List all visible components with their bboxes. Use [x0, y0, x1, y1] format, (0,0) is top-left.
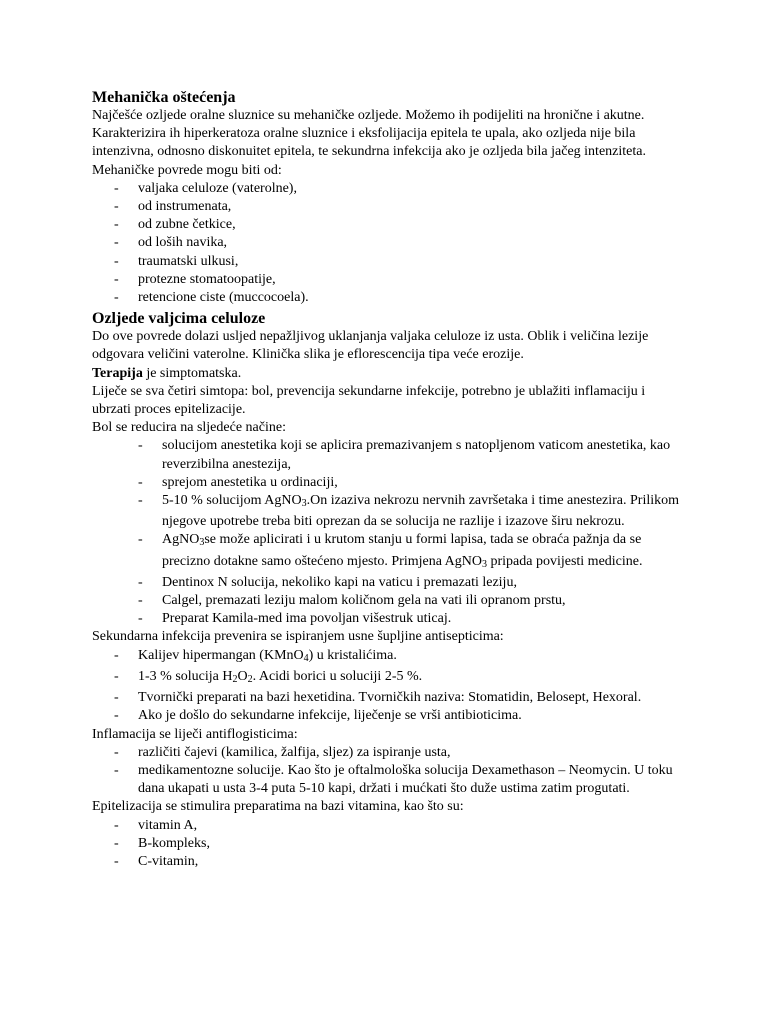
- bullet-dash: -: [114, 817, 119, 833]
- terapija-bold: Terapija: [92, 365, 143, 381]
- bol-list: [92, 437, 684, 628]
- bullet-dash: -: [114, 180, 119, 196]
- list-item-text: Dentinox N solucija, nekoliko kapi na vaticu i premazati leziju,: [162, 574, 517, 590]
- text-fragment: Kalijev hipermangan (KMnO: [138, 647, 304, 663]
- list-item-text: Calgel, premazati leziju malom količnom gela na vati ili opranom prstu,: [162, 593, 566, 609]
- bullet-dash: -: [138, 532, 143, 548]
- list-item-text: medikamentozne solucije. Kao što je oftalmološka solucija Dexamethason – Neomycin. U toku dana ukapati u usta 3-4 puta 5-10 kapi, držati i mućkati što duže ustima zatim progutati.: [138, 762, 673, 797]
- valjci-paragraph: Do ove povrede dolazi usljed nepažljivog uklanjanja valjaka celuloze iz usta. Oblik i veličina lezije odgovara veličini vaterolne. Klinička slika je eflorescencija tipa veće erozije.: [92, 329, 649, 363]
- list-item-text: protezne stomatoopatije,: [138, 271, 276, 287]
- text-fragment: O: [237, 668, 248, 684]
- list-item: [114, 198, 684, 216]
- bullet-dash: -: [114, 690, 119, 706]
- list-item: [114, 234, 684, 252]
- terapija-text: je simptomatska.: [142, 365, 242, 381]
- epitelizacija-intro: Epitelizacija se stimulira preparatima na bazi vitamina, kao što su:: [92, 799, 464, 815]
- list-item: [114, 744, 684, 762]
- infekcija-intro: Sekundarna infekcija prevenira se ispiranjem usne šupljine antisepticima:: [92, 629, 504, 645]
- bullet-dash: -: [114, 217, 119, 233]
- bullet-dash: -: [114, 708, 119, 724]
- bullet-dash: -: [114, 235, 119, 251]
- list-item-text: Ako je došlo do sekundarne infekcije, liječenje se vrši antibioticima.: [138, 708, 522, 724]
- antiseptici-list: [92, 647, 684, 726]
- list-item: [114, 289, 684, 307]
- text-fragment: .On izaziva nekrozu nervnih završetaka i time anestezira. Prilikom njegove upotrebe treba biti oprezan da se solucija ne razlije i izazove širu nekrozu.: [162, 493, 680, 530]
- list-item-text: solucijom anestetika koji se aplicira premazivanjem s natopljenom vaticom anestetika, kao reverzibilna anestezija,: [162, 438, 671, 472]
- bol-intro: Bol se reducira na sljedeće načine:: [92, 420, 286, 436]
- subscript: 3: [481, 558, 487, 570]
- list-item-text: B-kompleks,: [138, 835, 210, 851]
- list-item: [138, 474, 684, 492]
- list-item: [114, 647, 684, 668]
- text-fragment: pripada povijesti medicine.: [486, 553, 643, 569]
- list-item: [114, 271, 684, 289]
- list-item: [138, 437, 684, 473]
- list-item: [114, 853, 684, 871]
- bullet-dash: -: [114, 762, 119, 778]
- text-fragment: . Acidi borici u soluciji 2-5 %.: [252, 668, 423, 684]
- bullet-dash: -: [114, 744, 119, 760]
- list-item-text: traumatski ulkusi,: [138, 253, 239, 269]
- list-item: [114, 689, 684, 707]
- subscript: 3: [199, 537, 205, 549]
- list-item-text: Tvornički preparati na bazi hexetidina. Tvorničkih naziva: Stomatidin, Belosept, Hexoral.: [138, 690, 642, 706]
- list-item-text: od instrumenata,: [138, 199, 232, 215]
- document-content: [92, 88, 684, 871]
- list-item-text: od zubne četkice,: [138, 217, 236, 233]
- bullet-dash: -: [114, 668, 119, 684]
- list-item: [114, 835, 684, 853]
- text-fragment: AgNO: [162, 532, 200, 548]
- subscript: 3: [301, 498, 307, 510]
- list-item: [114, 668, 684, 689]
- subscript: 4: [303, 652, 309, 664]
- bullet-dash: -: [138, 593, 143, 609]
- simptomi-paragraph: Liječe se sva četiri simtopa: bol, prevencija sekundarne infekcije, potrebno je ublažiti inflamaciju i ubrzati proces epitelizacije.: [92, 383, 646, 418]
- text-fragment: se može aplicirati i u krutom stanju u formi lapisa, tada se obraća pažnja da se precizno dotakne samo oštećeno mjesto. Primjena AgNO: [162, 532, 642, 569]
- text-fragment: 1-3 % solucija H: [138, 668, 233, 684]
- list-item-text: retencione ciste (muccocoela).: [138, 290, 309, 306]
- heading-mehanicka-ostecenja: Mehanička oštećenja: [92, 89, 236, 106]
- list-item-text: različiti čajevi (kamilica, žalfija, sljez) za ispiranje usta,: [138, 744, 451, 760]
- list-item-text: vitamin A,: [138, 817, 198, 833]
- bullet-dash: -: [114, 835, 119, 851]
- vitamini-list: [92, 817, 684, 872]
- bullet-dash: -: [138, 574, 143, 590]
- list-item-text: od loših navika,: [138, 235, 228, 251]
- povrede-list: [92, 180, 684, 307]
- list-item: [114, 253, 684, 271]
- terapija-paragraph: [92, 365, 684, 383]
- heading-ozljede-valjcima: Ozljede valjcima celuloze: [92, 310, 266, 328]
- povrede-intro: Mehaničke povrede mogu biti od:: [92, 162, 282, 178]
- bullet-dash: -: [138, 611, 143, 627]
- antiflogistici-list: [92, 744, 684, 799]
- bullet-dash: -: [138, 438, 143, 454]
- bullet-dash: -: [114, 647, 119, 663]
- bullet-dash: -: [114, 253, 119, 269]
- bullet-dash: -: [114, 199, 119, 215]
- list-item: [138, 592, 684, 610]
- list-item-text: C-vitamin,: [138, 853, 199, 869]
- intro-paragraph: Najčešće ozljede oralne sluznice su mehaničke ozljede. Možemo ih podijeliti na hronične i akutne. Karakterizira ih hiperkeratoza oralne sluznice i eksfolijacija epitela te upala, ako ozljeda nije bila intenzivna, odnosno diskonuitet epitela, te sekundrna infekcija ako je ozljeda bila jačeg intenziteta.: [92, 108, 646, 160]
- list-item: [114, 707, 684, 725]
- list-item: [114, 180, 684, 198]
- list-item-text: valjaka celuloze (vaterolne),: [138, 180, 297, 196]
- text-fragment: ) u kristalićima.: [308, 647, 397, 663]
- bullet-dash: -: [138, 474, 143, 490]
- bullet-dash: -: [114, 853, 119, 869]
- list-item: [114, 762, 684, 798]
- bullet-dash: -: [138, 493, 143, 509]
- list-item-text: Preparat Kamila-med ima povoljan višestruk uticaj.: [162, 611, 452, 627]
- list-item: [138, 610, 684, 628]
- list-item: [138, 492, 684, 531]
- subscript: 2: [232, 673, 238, 685]
- list-item: [114, 817, 684, 835]
- list-item: [138, 574, 684, 592]
- list-item-text: sprejom anestetika u ordinaciji,: [162, 474, 338, 490]
- subscript: 2: [247, 673, 253, 685]
- list-item: [138, 531, 684, 573]
- bullet-dash: -: [114, 290, 119, 306]
- bullet-dash: -: [114, 271, 119, 287]
- list-item: [114, 216, 684, 234]
- text-fragment: 5-10 % solucijom AgNO: [162, 493, 302, 509]
- inflamacija-intro: Inflamacija se liječi antiflogisticima:: [92, 726, 298, 742]
